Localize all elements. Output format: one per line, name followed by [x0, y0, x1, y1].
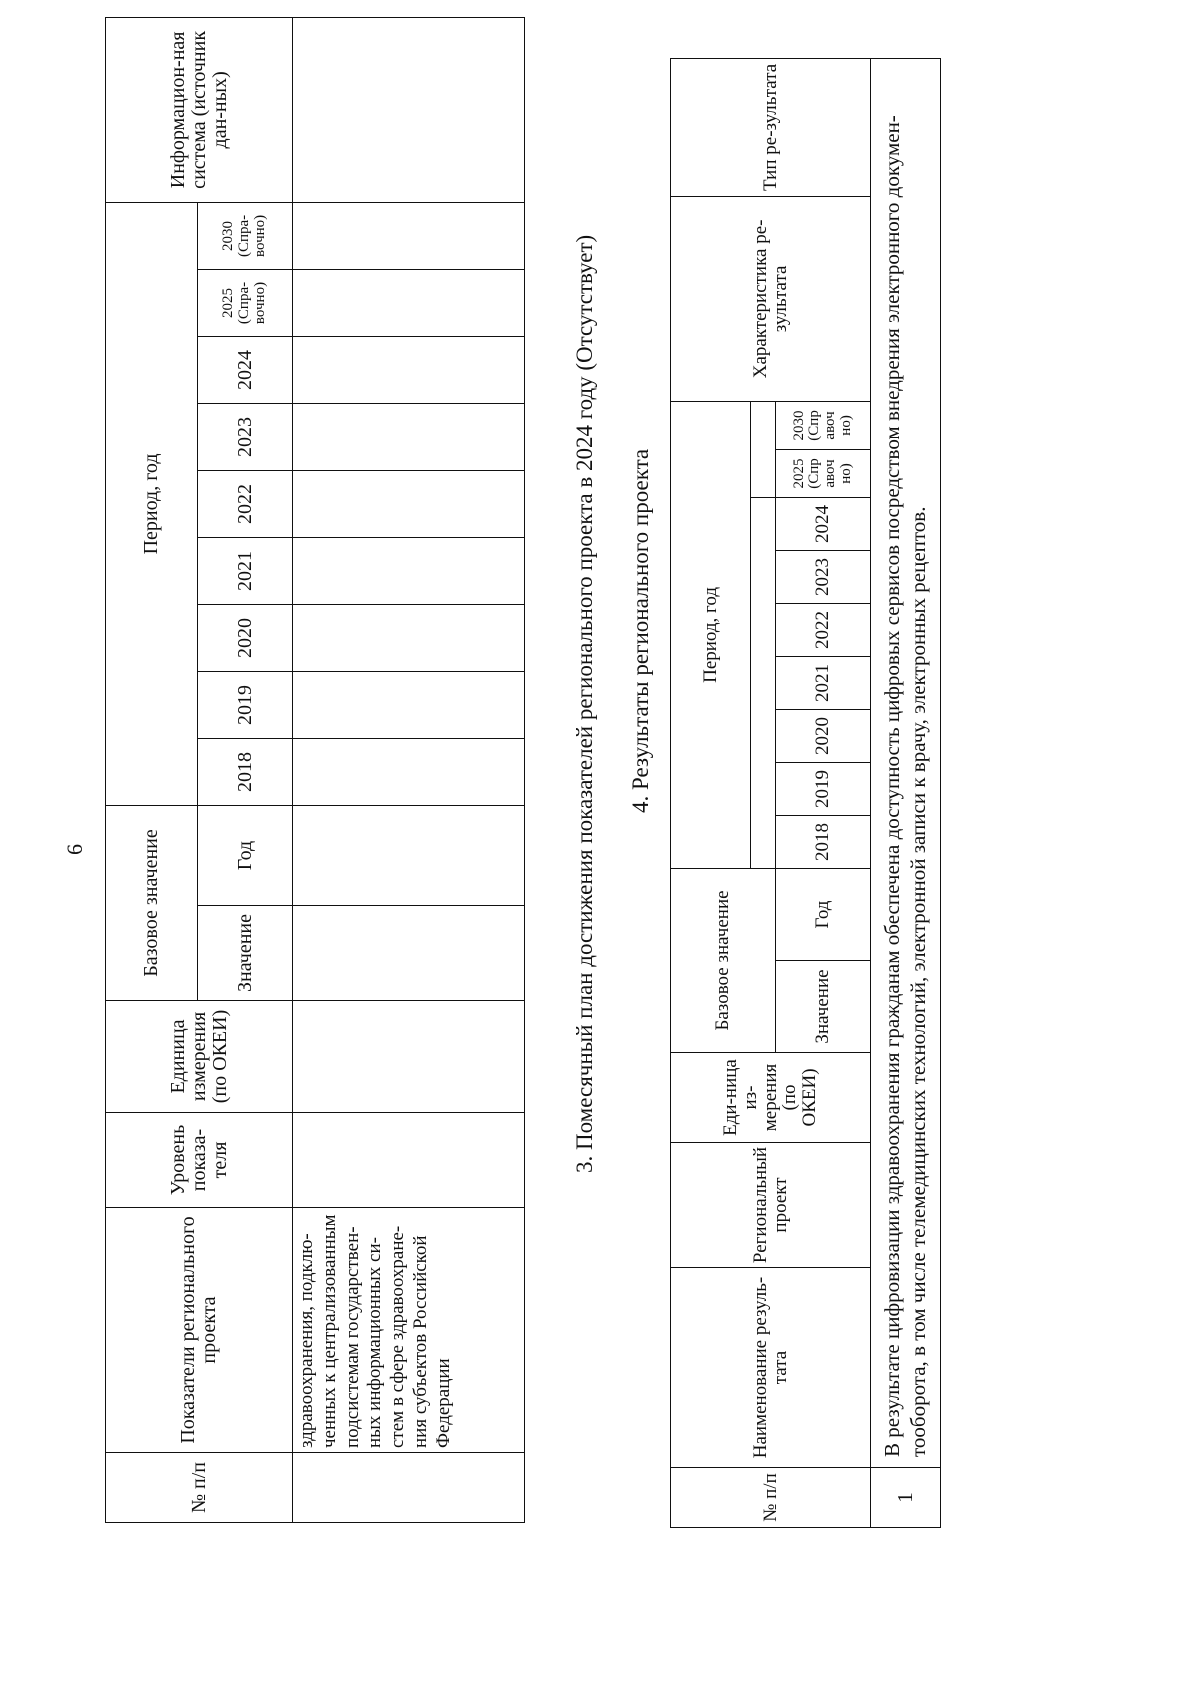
section-4-title: 4. Результаты регионального проекта	[628, 448, 653, 813]
section-3-title: 3. Помесячный план достижения показателей регионального проекта в 2024 году (Отсутствует)	[572, 234, 597, 1173]
t1-cell	[293, 403, 525, 470]
t2-header-name: Наименование резуль-тата	[671, 1268, 871, 1468]
t2-header-base-year: Год	[776, 868, 871, 960]
t2-header-base-value: Значение	[776, 961, 871, 1053]
t1-header-info-system: Информацион-ная система (источник дан-ных)	[106, 17, 293, 202]
page-number: 6	[62, 844, 87, 855]
t1-cell	[293, 1001, 525, 1113]
t2-header-type: Тип ре-зультата	[671, 58, 871, 196]
t1-header-indicator: Показатели регионального проекта	[106, 1208, 293, 1453]
indicators-table	[105, 17, 525, 1523]
t2-result-text: В результате цифровизации здравоохранения гражданам обеспечена доступность цифровых сервисов посредством внедрения электронного докумен-тооборота, в том числе телемедицинских технологий, электронной записи к врачу, электронных рецептов.	[871, 58, 941, 1467]
t2-year-2030: 2030 (Спр авоч но)	[776, 401, 871, 449]
t1-cell	[293, 1453, 525, 1523]
t1-year-2025: 2025 (Спра-вочно)	[198, 269, 293, 336]
t1-year-2024: 2024	[198, 336, 293, 403]
t1-cell	[293, 269, 525, 336]
t1-cell	[293, 537, 525, 604]
t1-cell	[293, 738, 525, 805]
t1-header-unit: Единица измерения (по ОКЕИ)	[106, 1001, 293, 1113]
results-table	[670, 58, 941, 1528]
t1-cell	[293, 1113, 525, 1208]
t1-cell	[293, 604, 525, 671]
t1-year-2020: 2020	[198, 604, 293, 671]
t2-header-period: Период, год	[671, 401, 751, 868]
t2-header-project: Региональный проект	[671, 1143, 871, 1268]
t2-header-characteristic: Характеристика ре-зультата	[671, 196, 871, 401]
t2-subheader-blank	[751, 401, 776, 497]
t2-year-2020: 2020	[776, 709, 871, 762]
t2-year-2025: 2025 (Спр авоч но)	[776, 449, 871, 497]
t1-cell	[293, 17, 525, 202]
t1-year-2022: 2022	[198, 470, 293, 537]
t2-result-row	[871, 58, 941, 1527]
t1-header-base-year: Год	[198, 805, 293, 905]
t1-cell	[293, 470, 525, 537]
t1-year-2023: 2023	[198, 403, 293, 470]
t1-indicator-text: здравоохранения, подклю-ченных к централизованным подсистемам государствен-ных информационных си-стем в сфере здравоохране-ния субъектов Российской Федерации	[293, 1208, 525, 1453]
t2-header-base: Базовое значение	[671, 868, 776, 1052]
t1-cell	[293, 336, 525, 403]
t1-cell	[293, 202, 525, 269]
t1-cell	[293, 805, 525, 905]
t1-cell	[293, 906, 525, 1001]
t2-year-2018: 2018	[776, 815, 871, 868]
t1-year-2019: 2019	[198, 671, 293, 738]
t1-header-base: Базовое значение	[106, 805, 198, 1000]
t1-year-2018: 2018	[198, 738, 293, 805]
t2-header-num: № п/п	[671, 1468, 871, 1528]
t1-header-num: № п/п	[106, 1453, 293, 1523]
t2-year-2024: 2024	[776, 497, 871, 550]
t1-cell	[293, 671, 525, 738]
t2-year-2022: 2022	[776, 603, 871, 656]
t2-year-2021: 2021	[776, 656, 871, 709]
t1-data-row	[293, 17, 525, 1522]
t1-year-2021: 2021	[198, 537, 293, 604]
t1-header-base-value: Значение	[198, 906, 293, 1001]
t1-header-period: Период, год	[106, 202, 198, 805]
t2-header-unit: Еди-ница из-мерения (по ОКЕИ)	[671, 1053, 871, 1143]
t1-header-level: Уровень показа-теля	[106, 1113, 293, 1208]
t2-subheader-blank	[751, 497, 776, 868]
t1-year-2030: 2030 (Спра-вочно)	[198, 202, 293, 269]
t2-year-2023: 2023	[776, 550, 871, 603]
t2-row-number: 1	[871, 1468, 941, 1528]
t2-year-2019: 2019	[776, 762, 871, 815]
